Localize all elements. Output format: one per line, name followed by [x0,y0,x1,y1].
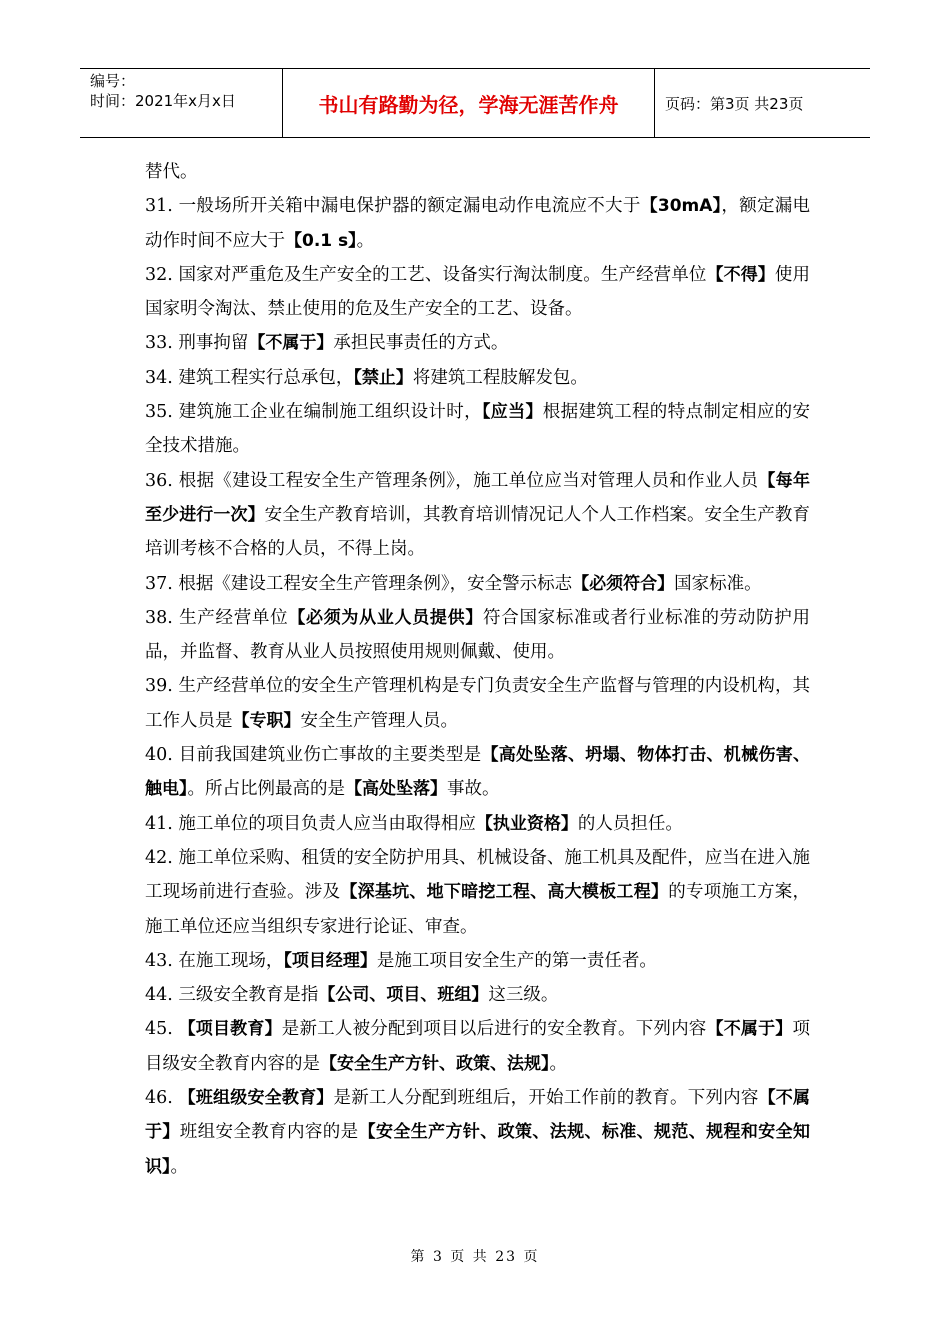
paragraph [145,395,810,464]
paragraph-text: 是新工人分配到班组后，开始工作前的教育。下列内容 [333,1088,759,1109]
page-footer: 第 3 页 共 23 页 [410,1249,540,1265]
paragraph-text: 39. 生产经营单位的安全生产管理机构是专门负责安全生产监督与管理的内设机构，其工作人员是 [145,676,810,731]
paragraph-text: 。所占比例最高的是 [187,779,345,800]
paragraph-text: 。 [549,1053,567,1074]
paragraph [145,669,810,738]
paragraph-text: 35. 建筑施工企业在编制施工组织设计时， [145,402,482,423]
paragraph-text: 31. 一般场所开关箱中漏电保护器的额定漏电动作电流应不大于 [145,196,641,217]
paragraph-text: 的人员担任。 [577,813,683,834]
paragraph-text: 34. 建筑工程实行总承包， [145,367,354,388]
paragraph-text: 32. 国家对严重危及生产安全的工艺、设备实行淘汰制度。生产经营单位 [145,264,707,285]
paragraph [145,464,810,567]
paragraph [145,807,810,841]
code-label: 编号： [90,72,136,90]
header-motto: 书山有路勤为径，学海无涯苦作舟 [283,69,655,137]
answer-highlight: 【禁止】 [353,367,413,388]
paragraph-text: 是新工人被分配到项目以后进行的安全教育。下列内容 [281,1019,707,1040]
answer-highlight: 【执业资格】 [475,813,578,834]
paragraph-text: 41. 施工单位的项目负责人应当由取得相应 [145,813,476,834]
paragraph-text: 事故。 [447,779,500,800]
paragraph-text: 安全生产教育培训，其教育培训情况记人个人工作档案。安全生产教育培训考核不合格的人员，不得上岗。 [145,504,811,560]
answer-highlight: 【必须为从业人员提供】 [288,607,484,628]
paragraph-text: 36. 根据《建设工程安全生产管理条例》，施工单位应当对管理人员和作业人员 [145,470,759,491]
paragraph-text: 是施工项目安全生产的第一责任者。 [376,950,657,971]
paragraph [145,1081,810,1184]
answer-highlight: 【不属于】 [706,1019,793,1040]
paragraph [145,601,810,670]
paragraph [145,258,810,327]
answer-highlight: 【深基坑、地下暗挖工程、高大模板工程】 [340,882,669,903]
paragraph [145,155,810,189]
paragraph-text: 符合国家标准或者行业标准的劳动防护用品，并监督、教育从业人员按照使用规则佩戴、使用。 [145,607,810,663]
paragraph-text: 46. [145,1088,179,1109]
paragraph-text: 33. 刑事拘留 [145,333,249,354]
paragraph [145,738,810,807]
answer-highlight: 【项目教育】 [178,1019,282,1040]
paragraph-text: 班组安全教育内容的是 [179,1122,359,1143]
paragraph [145,1012,810,1081]
paragraph-text: 43. 在施工现场， [145,950,284,971]
paragraph [145,326,810,360]
answer-highlight: 【不得】 [706,264,775,285]
paragraph-text: 承担民事责任的方式。 [333,333,509,354]
header-meta [80,69,283,137]
paragraph [145,944,810,978]
paragraph-text: 的专项施工方案，施工单位还应当组织专家进行论证、审查。 [145,882,811,937]
answer-highlight: 【必须符合】 [572,573,675,594]
answer-highlight: 【高处坠落】 [345,779,447,800]
answer-highlight: 【安全生产方针、政策、法规】 [320,1053,550,1074]
answer-highlight: 【班组级安全教育】 [178,1088,334,1109]
paragraph-text: 42. 施工单位采购、租赁的安全防护用具、机械设备、施工机具及配件，应当在进入施工现场前进行查验。涉及 [145,847,810,903]
answer-highlight: 【项目经理】 [283,950,377,971]
answer-highlight: 【安全生产方针、政策、法规、标准、规范、规程和安全知识】 [145,1122,811,1177]
answer-highlight: 【应当】 [481,402,543,423]
date-label: 时间：2021年x月x日 [90,92,236,110]
answer-highlight: 【每年至少进行一次】 [145,470,810,525]
paragraph-text: 项目级安全教育内容的是 [145,1019,811,1074]
document-body [145,155,810,1184]
paragraph-text: 使用国家明令淘汰、禁止使用的危及生产安全的工艺、设备。 [145,264,811,320]
paragraph [145,189,810,258]
paragraph-text: 44. 三级安全教育是指 [145,985,319,1006]
paragraph-text: 40. 目前我国建筑业伤亡事故的主要类型是 [145,745,482,766]
paragraph-text: 根据建筑工程的特点制定相应的安全技术措施。 [145,402,810,457]
page-header [80,68,870,138]
header-page-info: 页码：第3页 共23页 [665,94,804,113]
paragraph-text: 45. [145,1019,179,1040]
paragraph-text: 。 [170,1156,188,1177]
paragraph-text: 。 [356,230,375,251]
paragraph-text: 将建筑工程肢解发包。 [412,367,588,388]
answer-highlight: 【不属于】 [248,333,334,354]
answer-highlight: 【公司、项目、班组】 [318,985,489,1006]
paragraph [145,361,810,395]
paragraph [145,978,810,1012]
answer-highlight: 【30mA】 [640,196,722,217]
paragraph-text: 37. 根据《建设工程安全生产管理条例》，安全警示标志 [145,573,573,594]
paragraph-text: 38. 生产经营单位 [145,607,289,628]
paragraph-text: 这三级。 [488,985,559,1006]
answer-highlight: 【高处坠落、坍塌、物体打击、机械伤害、触电】 [145,745,810,800]
paragraph [145,841,810,944]
paragraph-text: 国家标准。 [674,573,762,594]
paragraph-text: ，额定漏电动作时间不应大于 [145,196,810,251]
answer-highlight: 【专职】 [232,710,301,731]
paragraph [145,567,810,601]
answer-highlight: 【不属于】 [145,1088,810,1143]
paragraph-text: 替代。 [145,162,198,182]
answer-highlight: 【0.1 s】 [285,230,357,251]
paragraph-text: 安全生产管理人员。 [300,710,458,731]
